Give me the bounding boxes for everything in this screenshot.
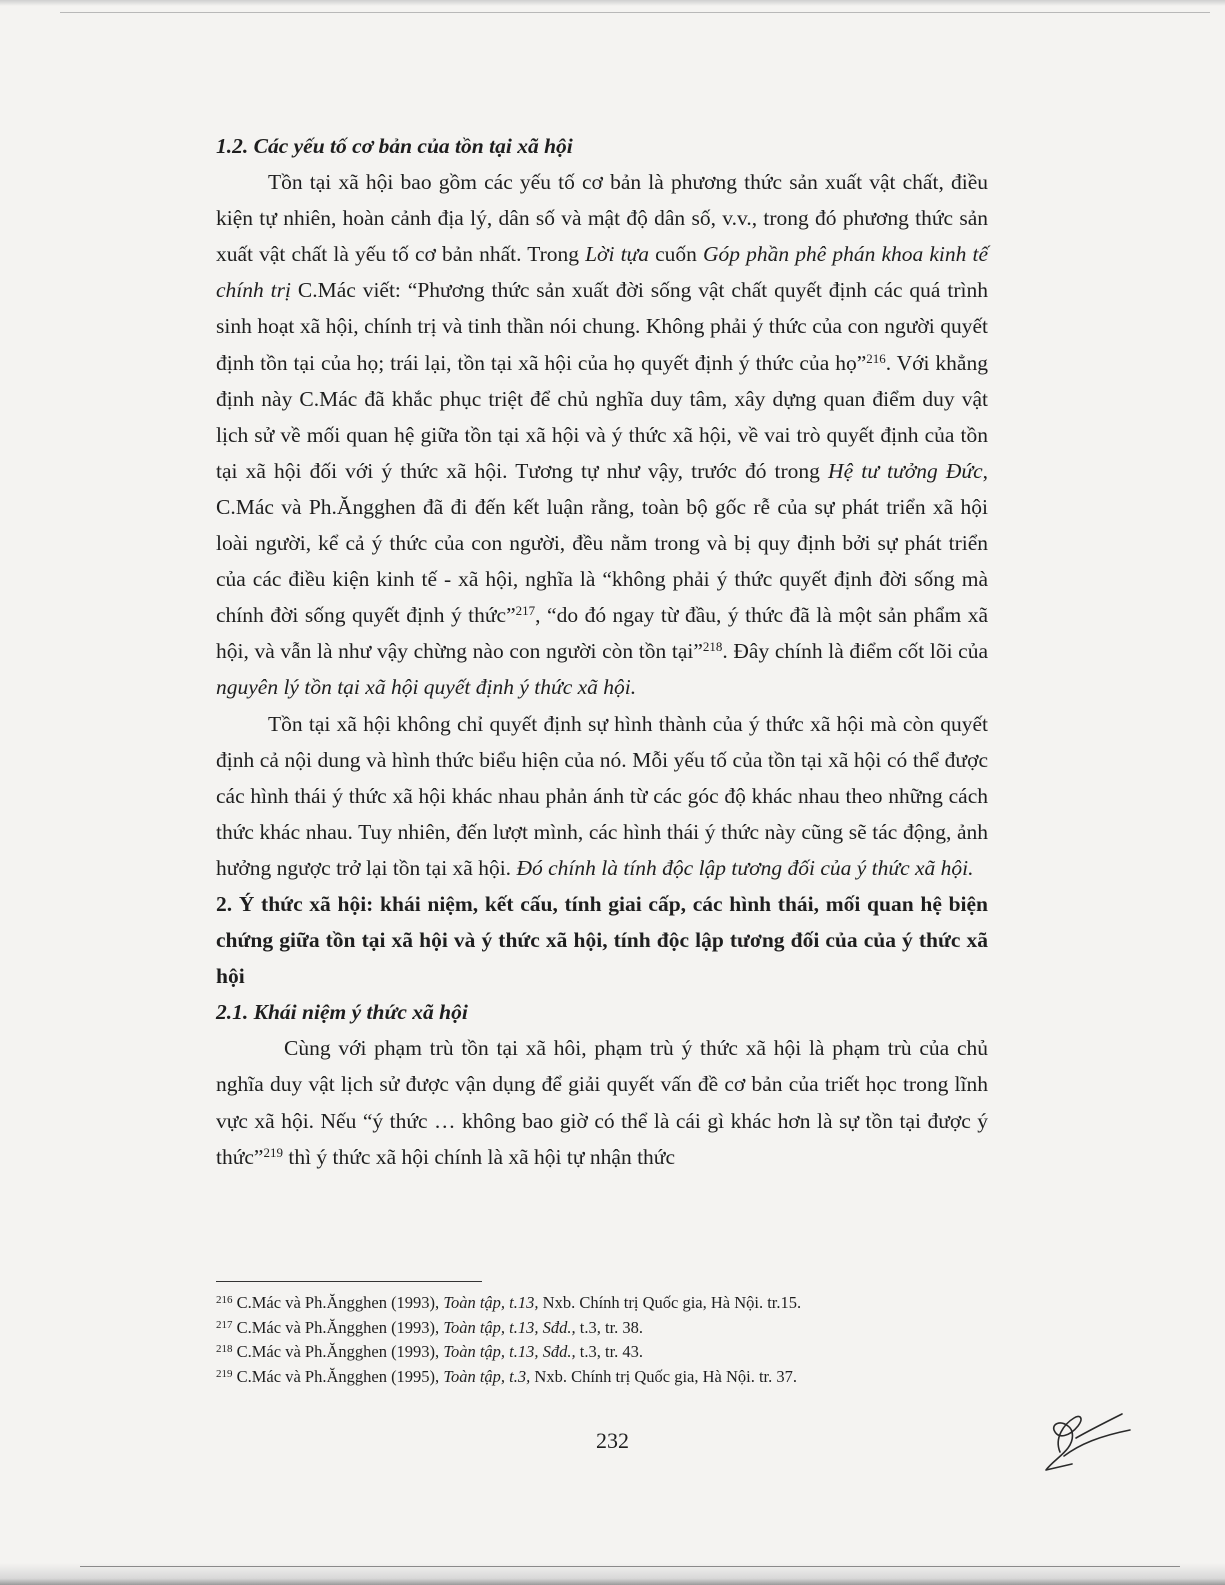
section-2-title: 2. Ý thức xã hội: khái niệm, kết cấu, tính giai cấp, các hình thái, mối quan hệ biện chứng giữa tồn tại xã hội và ý thức xã hội, tính độc lập tương đối của của ý thức xã hội xyxy=(216,891,988,989)
footnote-217: $^{217}$ C.Mác và Ph.Ăngghen (1993), Toàn tập, t.13, Sđd., t.3, tr. 38. xyxy=(216,1317,644,1337)
footnote-218: $^{218}$ C.Mác và Ph.Ăngghen (1993), Toàn tập, t.13, Sđd., t.3, tr. 43. xyxy=(216,1342,644,1362)
page-body xyxy=(216,128,988,1175)
scan-line-top xyxy=(60,12,1210,13)
footnote-ref-217[interactable]: 217 xyxy=(515,603,536,619)
footnote-216: $^{216}$ C.Mác và Ph.Ăngghen (1993), Toàn tập, t.13, Nxb. Chính trị Quốc gia, Hà Nội. tr.15. xyxy=(216,1293,802,1312)
footnote-ref-218[interactable]: 218 xyxy=(702,639,723,655)
footnotes xyxy=(216,1291,996,1389)
section-1-2-paragraph-1: Tồn tại xã hội bao gồm các yếu tố cơ bản là phương thức sản xuất vật chất, điều kiện tự nhiên, hoàn cảnh địa lý, dân số và mật độ dân số, v.v., trong đó phương thức sản xuất vật chất là yếu tố cơ bản nhất. Trong Lời tựa cuốn Góp phần phê phán khoa kinh tế chính trị C.Mác viết: “Phương thức sản xuất đời sống vật chất quyết định các quá trình sinh hoạt xã hội, chính trị và tinh thần nói chung. Không phải ý thức của con người quyết định tồn tại của họ; trái lại, tồn tại xã hội của họ quyết định ý thức của họ”$^{216}$. Với khẳng định này C.Mác đã khắc phục triệt để chủ nghĩa duy tâm, xây dựng quan điểm duy vật lịch sử về mối quan hệ giữa tồn tại xã hội và ý thức xã hội, về vai trò quyết định của tồn tại xã hội đối với ý thức xã hội. Tương tự như vậy, trước đó trong Hệ tư tưởng Đức, C.Mác và Ph.Ăngghen đã đi đến kết luận rằng, toàn bộ gốc rễ của sự phát triển xã hội loài người, kể cả ý thức của con người, đều nằm trong và bị quy định bởi sự phát triển của các điều kiện kinh tế - xã hội, nghĩa là “không phải ý thức quyết định đời sống mà chính đời sống quyết định ý thức”$^{217}$, “do đó ngay từ đầu, ý thức đã là một sản phẩm xã hội, và vẫn là như vậy chừng nào con người còn tồn tại”$^{218}$. Đây chính là điểm cốt lõi của nguyên lý tồn tại xã hội quyết định ý thức xã hội. xyxy=(216,170,988,700)
footnote-ref-219[interactable]: 219 xyxy=(263,1144,283,1160)
page-number: 232 xyxy=(596,1428,629,1453)
scan-line-bottom xyxy=(80,1566,1180,1567)
section-2-1-paragraph-1: Cùng với phạm trù tồn tại xã hôi, phạm trù ý thức xã hội là phạm trù của chủ nghĩa duy vật lịch sử được vận dụng để giải quyết vấn đề cơ bản của triết học trong lĩnh vực xã hội. Nếu “ý thức … không bao giờ có thể là cái gì khác hơn là sự tồn tại được ý thức”$^{219}$ thì ý thức xã hội chính là xã hội tự nhận thức xyxy=(216,1036,988,1169)
section-1-2-title: 1.2. Các yếu tố cơ bản của tồn tại xã hội xyxy=(216,134,573,158)
handwritten-initials-signature xyxy=(1030,1400,1150,1480)
section-1-2-paragraph-2: Tồn tại xã hội không chỉ quyết định sự hình thành của ý thức xã hội mà còn quyết định cả nội dung và hình thức biểu hiện của nó. Mỗi yếu tố của tồn tại xã hội có thể được các hình thái ý thức xã hội khác nhau phản ánh từ các góc độ khác nhau theo những cách thức khác nhau. Tuy nhiên, đến lượt mình, các hình thái ý thức này cũng sẽ tác động, ảnh hưởng ngược trở lại tồn tại xã hội. Đó chính là tính độc lập tương đối của ý thức xã hội. xyxy=(216,711,988,880)
scan-edge-top xyxy=(0,0,1225,6)
footnote-219: $^{219}$ C.Mác và Ph.Ăngghen (1995), Toàn tập, t.3, Nxb. Chính trị Quốc gia, Hà Nội. tr. 37. xyxy=(216,1366,798,1386)
footnote-ref-216[interactable]: 216 xyxy=(866,350,886,366)
footnote-separator xyxy=(216,1281,482,1282)
section-2-1-title: 2.1. Khái niệm ý thức xã hội xyxy=(216,1000,468,1025)
